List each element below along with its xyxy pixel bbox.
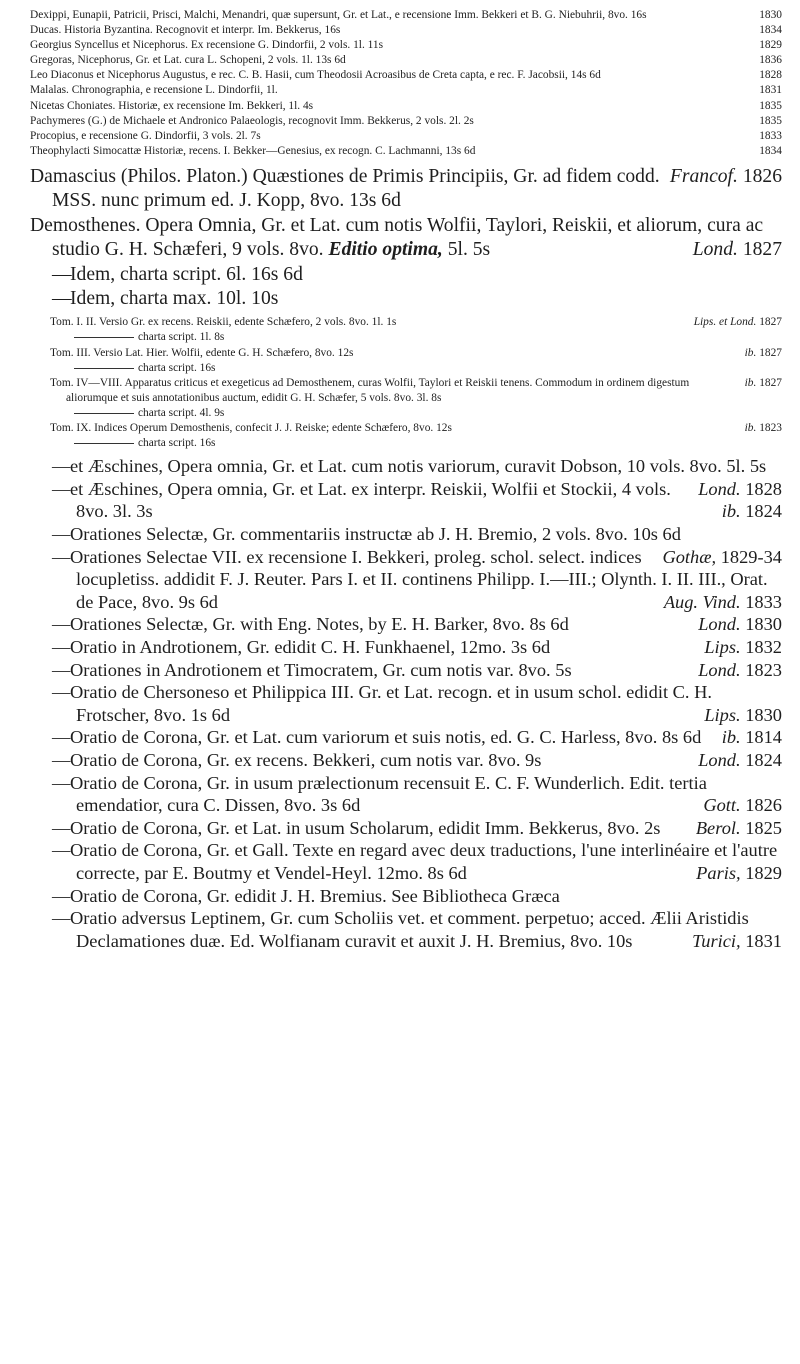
entry-year: 1828 — [745, 478, 782, 499]
entry-place: Gothæ, — [662, 546, 717, 567]
list-item: —Oratio de Corona, Gr. edidit J. H. Bremius. See Bibliotheca Græca — [52, 885, 560, 906]
entry-text: Theophylacti Simocattæ Historiæ, recens. I. Bekker—Genesius, ex recogn. C. Lachmanni, 13s 6d — [30, 144, 476, 157]
entry-place: ib. — [744, 376, 757, 389]
entry-text: charta script. 16s — [138, 361, 216, 374]
entry-text: Ducas. Historia Byzantina. Recognovit et interpr. Im. Bekkerus, 16s — [30, 24, 341, 37]
entry-place: Gott. — [703, 795, 741, 816]
entry-year: 1833 — [745, 591, 782, 612]
list-item — [30, 144, 782, 159]
list-item — [30, 165, 782, 214]
entry-text: charta script. 4l. 9s — [138, 406, 225, 419]
entry-place: Francof. — [669, 165, 738, 187]
entry-text: charta script. 1l. 8s — [138, 331, 225, 344]
entry-text: Orationes Selectæ, Gr. with Eng. Notes, by E. H. Barker, 8vo. 8s 6d — [70, 614, 569, 635]
entry-text: charta script. 16s — [138, 437, 216, 450]
entry-text: Oratio de Corona, Gr. et Gall. Texte en regard avec deux traductions, l'une interlinéaire et l'autre correcte, par E. Boutmy et Vendel-Heyl. 12mo. 8s 6d — [70, 840, 778, 883]
entry-text: Procopius, e recensione G. Dindorfii, 3 vols. 2l. 7s — [30, 129, 261, 142]
entry-text: Oratio de Chersoneso et Philippica III. Gr. et Lat. recogn. et in usum schol. edidit C. H. Frotscher, 8vo. 1s 6d — [70, 682, 713, 725]
list-item: —Oratio de Corona, Gr. et Lat. cum variorum et suis notis, ed. G. C. Harless, 8vo. 8s 6d ib. 1814 — [52, 727, 782, 748]
list-item — [30, 83, 782, 98]
entry-year: 1830 — [759, 9, 782, 21]
list-item: —Idem, charta script. 6l. 16s 6d — [52, 263, 303, 285]
entry-year: 1827 — [759, 316, 782, 329]
entry-text: Oratio de Corona, Gr. in usum prælectionum recensuit E. C. F. Wunderlich. Edit. tertia emendatior, cura C. Dissen, 8vo. 3s 6d — [70, 772, 707, 816]
entry-text: Orationes in Androtionem et Timocratem, Gr. cum notis var. 8vo. 5s — [70, 659, 572, 680]
entry-year: 1826 — [745, 795, 782, 816]
entry-year: 1834 — [759, 24, 782, 37]
entry-text: Damascius (Philos. Platon.) Quæstiones de Primis Principiis, Gr. ad fidem codd. MSS. nunc primum ed. J. Kopp, 8vo. 13s 6d — [30, 165, 660, 212]
entry-text: Tom. III. Versio Lat. Hier. Wolfii, edente G. H. Schæfero, 8vo. 12s — [50, 346, 354, 359]
list-item — [50, 421, 782, 436]
entry-year: 1835 — [759, 114, 782, 127]
entry-text: Oratio de Corona, Gr. et Lat. cum variorum et suis notis, ed. G. C. Harless, 8vo. 8s 6d — [70, 727, 702, 748]
entry-text: Georgius Syncellus et Nicephorus. Ex recensione G. Dindorfii, 2 vols. 1l. 11s — [30, 39, 384, 52]
list-item: —Orationes Selectae VII. ex recensione I. Bekkeri, proleg. schol. select. indices locupletiss. addidit F. J. Reuter. Pars I. et II. continens Philipp. I.—III.; Olynth. I. II. III., Orat. de Pace, 8vo. 9s 6d Aug. Vind. 1833 — [52, 546, 782, 612]
list-item — [30, 114, 782, 129]
entry-year: 1829 — [745, 862, 782, 883]
entry-year: 1830 — [745, 704, 782, 725]
entry-year: 1829-34 — [720, 546, 782, 567]
list-item: —Oratio de Corona, Gr. et Gall. Texte en regard avec deux traductions, l'une interlinéaire et l'autre correcte, par E. Boutmy et Vendel-Heyl. 12mo. 8s 6d Paris, 1829 — [52, 840, 782, 883]
entry-place: Lond. — [698, 478, 741, 499]
list-item: —Oratio de Chersoneso et Philippica III. Gr. et Lat. recogn. et in usum schol. edidit C. H. Frotscher, 8vo. 1s 6d Lips. 1830 — [52, 682, 782, 725]
list-item — [30, 23, 782, 38]
entry-place: Lond. — [698, 659, 741, 680]
entry-year: 1823 — [759, 422, 782, 435]
entry-place: Lips. — [704, 704, 741, 725]
entry-text: Oratio de Corona, Gr. et Lat. in usum Scholarum, edidit Imm. Bekkerus, 8vo. 2s — [70, 817, 661, 838]
list-item: —Orationes in Androtionem et Timocratem, Gr. cum notis var. 8vo. 5s Lond. 1823 — [52, 659, 782, 680]
damascius-section — [30, 165, 782, 214]
entry-year: 1824 — [745, 749, 782, 770]
entry-place: ib. — [721, 727, 741, 748]
entry-place: Aug. Vind. — [663, 591, 741, 612]
entry-text: et Æschines, Opera omnia, Gr. et Lat. ex interpr. Reiskii, Wolfii et Stockii, 4 vols. 8vo. 3l. 3s — [70, 478, 671, 522]
list-item — [30, 68, 782, 83]
list-item: —Oratio in Androtionem, Gr. edidit C. H. Funkhaenel, 12mo. 3s 6d Lips. 1832 — [52, 636, 782, 657]
entry-year: 1836 — [759, 54, 782, 67]
entry-year: 1827 — [742, 239, 782, 261]
list-item: —Oratio de Corona, Gr. ex recens. Bekkeri, cum notis var. 8vo. 9s Lond. 1824 — [52, 749, 782, 770]
entry-year: 1833 — [759, 129, 782, 142]
entry-text: Demosthenes. Opera Omnia, Gr. et Lat. cum notis Wolfii, Taylori, Reiskii, et aliorum, cura ac studio G. H. Schæferi, 9 vols. 8vo. — [30, 214, 764, 261]
entry-place: Lond. — [692, 239, 738, 261]
entry-place: Berol. — [695, 817, 741, 838]
entry-place: Turici, — [692, 930, 741, 951]
tomes-section — [50, 315, 782, 451]
entry-text: Malalas. Chronographia, e recensione L. Dindorfii, 1l. — [30, 84, 278, 97]
entry-place: Lips. — [704, 636, 741, 657]
demosthenes-section — [30, 214, 782, 312]
list-item: —Orationes Selectæ, Gr. with Eng. Notes, by E. H. Barker, 8vo. 8s 6d Lond. 1830 — [52, 614, 782, 635]
entry-year: 1826 — [742, 165, 782, 187]
entry-text: et Æschines, Opera omnia, Gr. et Lat. cum notis variorum, curavit Dobson, 10 vols. 8vo. 5l. 5s — [70, 456, 767, 477]
entry-place: ib. — [721, 501, 741, 522]
entry-year: 1824 — [745, 501, 782, 522]
edition-note: Editio optima, — [328, 239, 443, 261]
list-item: —Oratio adversus Leptinem, Gr. cum Scholiis vet. et comment. perpetuo; acced. Ælii Aristidis Declamationes duæ. Ed. Wolfianam curavit et auxit J. H. Bremius, 8vo. 10s Turici, 1831 — [52, 908, 782, 951]
entry-text: Oratio de Corona, Gr. edidit J. H. Bremius. See Bibliotheca Græca — [70, 885, 560, 906]
entry-text: Tom. IV—VIII. Apparatus criticus et exegeticus ad Demosthenem, curas Wolfii, Taylori et Reiskii tenens. Commodum in ordinem digestum aliorumque et suis annotationibus auctum, edidit G. H. Schæfer, 5 vols. 8vo. 3l. 8s — [50, 376, 690, 404]
list-item: —Idem, charta max. 10l. 10s — [52, 287, 279, 309]
entry-year: 1831 — [745, 930, 782, 951]
entry-place: Lond. — [698, 749, 741, 770]
list-item — [30, 38, 782, 53]
entry-year: 1831 — [759, 84, 782, 97]
entry-year: 1834 — [759, 144, 782, 157]
entry-text: Pachymeres (G.) de Michaele et Andronico Palaeologis, recognovit Imm. Bekkerus, 2 vols. 2l. 2s — [30, 114, 474, 127]
entry-year: 1828 — [759, 69, 782, 82]
entries-section — [30, 455, 782, 952]
list-item — [50, 361, 782, 376]
list-item — [50, 436, 782, 451]
entry-year: 1835 — [759, 99, 782, 112]
entry-year: 1829 — [759, 39, 782, 52]
entry-year: 1825 — [745, 817, 782, 838]
entry-place: Lips. et Lond. — [693, 316, 757, 329]
entry-text: Nicetas Choniates. Historiæ, ex recensione Im. Bekkeri, 1l. 4s — [30, 99, 314, 112]
list-item — [50, 406, 782, 421]
entry-text: Dexippi, Eunapii, Patricii, Prisci, Malchi, Menandri, quæ supersunt, Gr. et Lat., e recensione Imm. Bekkeri et B. G. Niebuhrii, 8vo. 16s — [30, 9, 647, 21]
entry-text: Orationes Selectae VII. ex recensione I. Bekkeri, proleg. schol. select. indices locupletiss. addidit F. J. Reuter. Pars I. et II. continens Philipp. I.—III.; Olynth. I. II. III., Orat. de Pace, 8vo. 9s 6d — [70, 546, 768, 612]
list-item: —Oratio de Corona, Gr. in usum prælectionum recensuit E. C. F. Wunderlich. Edit. tertia emendatior, cura C. Dissen, 8vo. 3s 6d Gott. 1826 — [52, 772, 782, 816]
entry-text: Orationes Selectæ, Gr. commentariis instructæ ab J. H. Bremio, 2 vols. 8vo. 10s 6d — [70, 524, 681, 544]
list-item: —Oratio de Corona, Gr. et Lat. in usum Scholarum, edidit Imm. Bekkerus, 8vo. 2s Berol. 1825 — [52, 817, 782, 838]
list-item — [50, 315, 782, 330]
entry-year: 1830 — [745, 614, 782, 635]
list-item — [30, 214, 782, 263]
entry-year: 1827 — [759, 346, 782, 359]
list-item — [30, 8, 782, 23]
list-item — [30, 129, 782, 144]
entry-text: Oratio adversus Leptinem, Gr. cum Scholiis vet. et comment. perpetuo; acced. Ælii Aristidis Declamationes duæ. Ed. Wolfianam curavit et auxit J. H. Bremius, 8vo. 10s — [70, 908, 749, 951]
list-item: —Orationes Selectæ, Gr. commentariis instructæ ab J. H. Bremio, 2 vols. 8vo. 10s 6d Gothæ, 1829-34 — [52, 524, 782, 567]
byzantine-section — [30, 8, 782, 159]
entry-text: Tom. I. II. Versio Gr. ex recens. Reiskii, edente Schæfero, 2 vols. 8vo. 1l. 1s — [50, 316, 397, 329]
entry-place: ib. — [744, 422, 757, 435]
entry-place: Paris, — [696, 862, 741, 883]
entry-year: 1814 — [745, 727, 782, 748]
entry-year: 1832 — [745, 636, 782, 657]
list-item — [50, 376, 782, 406]
entry-text: Tom. IX. Indices Operum Demosthenis, confecit J. J. Reiske; edente Schæfero, 8vo. 12s — [50, 422, 452, 435]
entry-text: Leo Diaconus et Nicephorus Augustus, e rec. C. B. Hasii, cum Theodosii Acroasibus de Creta capta, e rec. F. Jacobsii, 14s 6d — [30, 69, 601, 82]
list-item — [30, 53, 782, 68]
entry-text: Oratio de Corona, Gr. ex recens. Bekkeri, cum notis var. 8vo. 9s — [70, 749, 542, 770]
entry-year: 1827 — [759, 376, 782, 389]
entry-place: ib. — [744, 346, 757, 359]
list-item: —et Æschines, Opera omnia, Gr. et Lat. ex interpr. Reiskii, Wolfii et Stockii, 4 vols. 8vo. 3l. 3s ib. 1824 — [52, 478, 782, 522]
entry-year: 1823 — [745, 659, 782, 680]
list-item — [30, 99, 782, 114]
entry-place: Lond. — [698, 614, 741, 635]
entry-text: Oratio in Androtionem, Gr. edidit C. H. Funkhaenel, 12mo. 3s 6d — [70, 636, 551, 657]
list-item — [50, 346, 782, 361]
entry-price: 5l. 5s — [447, 239, 491, 261]
entry-text: Idem, charta max. 10l. 10s — [70, 287, 279, 309]
list-item: —et Æschines, Opera omnia, Gr. et Lat. cum notis variorum, curavit Dobson, 10 vols. 8vo. 5l. 5s Lond. 1828 — [52, 456, 782, 499]
list-item — [50, 330, 782, 345]
entry-text: Idem, charta script. 6l. 16s 6d — [70, 263, 303, 285]
entry-text: Gregoras, Nicephorus, Gr. et Lat. cura L. Schopeni, 2 vols. 1l. 13s 6d — [30, 54, 346, 67]
